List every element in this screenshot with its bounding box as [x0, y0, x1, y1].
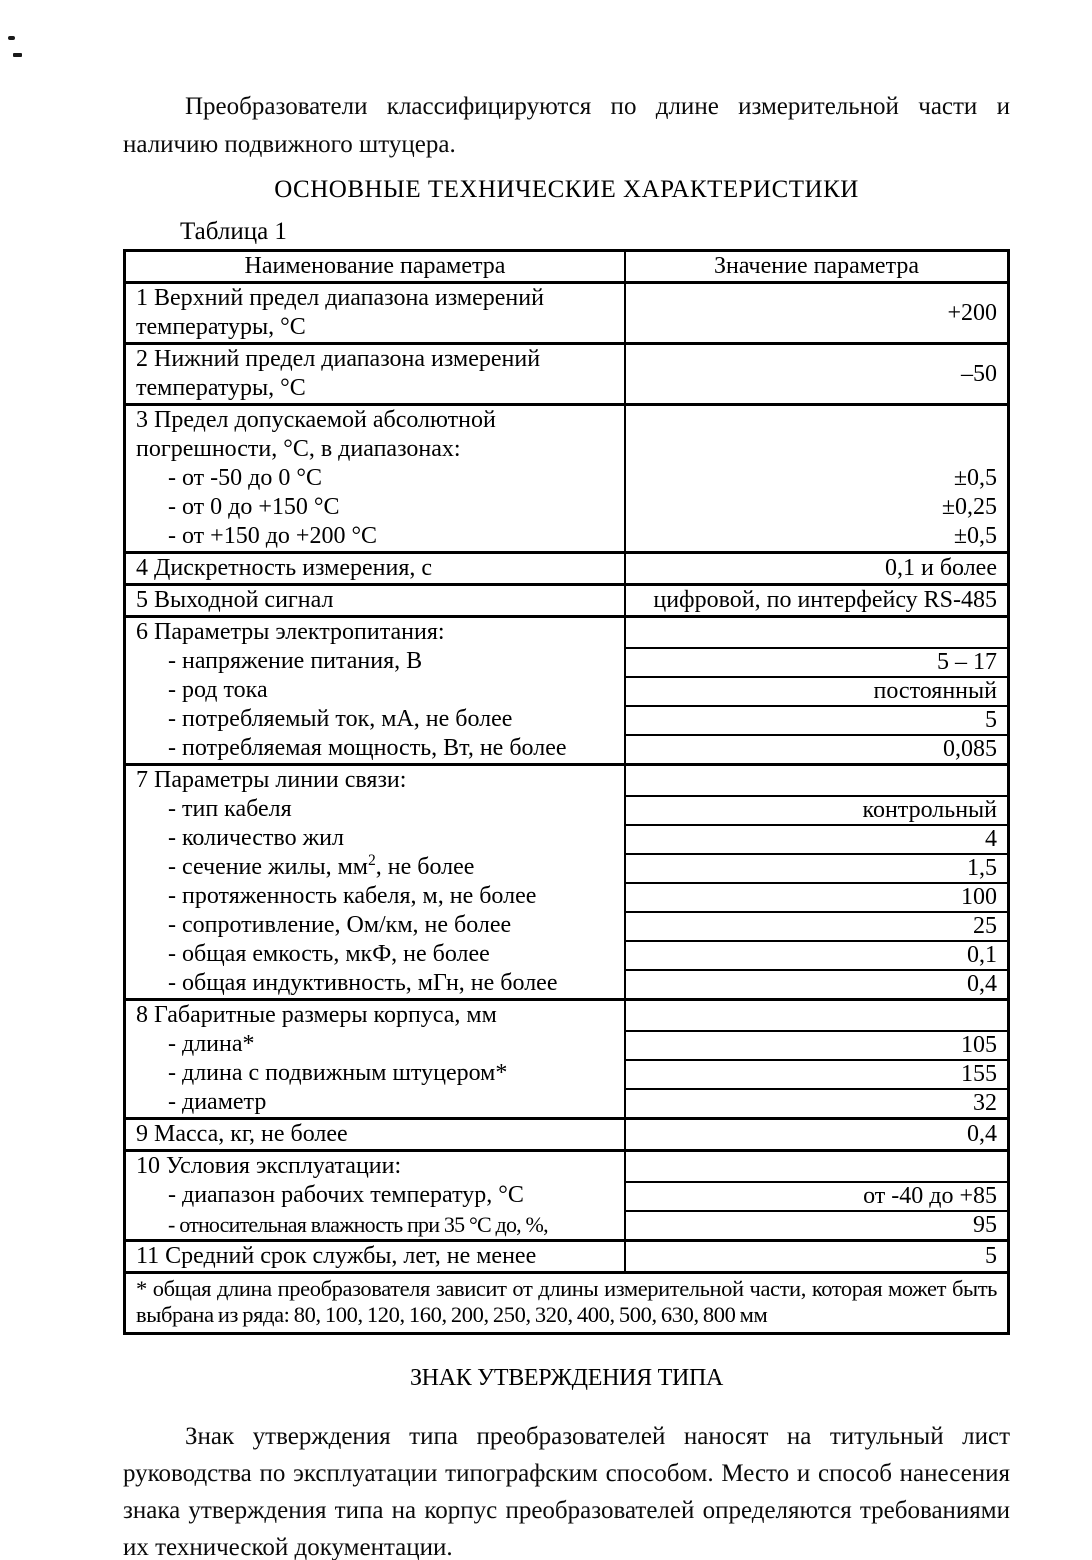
scan-speck [13, 53, 22, 57]
row-10-item-1-label: - относительная влажность при 35 °С до, %, [126, 1210, 626, 1239]
row-6-empty-cell [626, 618, 1007, 647]
row-4-label: 4 Дискретность измерения, с [126, 554, 626, 583]
row-6-item-0-value: 5 – 17 [626, 647, 1007, 676]
row-8-item-2-label: - диаметр [126, 1088, 626, 1117]
table-row-9 [126, 1117, 1007, 1149]
row-6-item-2-value: 5 [626, 705, 1007, 734]
table-row-4 [126, 551, 1007, 583]
row-8-item-2-value: 32 [626, 1088, 1007, 1117]
row-3-item-0-label: - от -50 до 0 °С [168, 465, 322, 491]
row-2-label: 2 Нижний предел диапазона измерений температуры, °С [126, 345, 626, 403]
table-header-row [126, 252, 1007, 281]
row-3-item-1-label: - от 0 до +150 °С [168, 494, 340, 520]
row-8-item-0-value: 105 [626, 1030, 1007, 1059]
row-7-item-3-value: 100 [626, 882, 1007, 911]
table-row-7 [126, 763, 1007, 998]
row-3-label: 3 Предел допускаемой абсолютной погрешности, °С, в диапазонах: [136, 407, 496, 462]
row-7-label: 7 Параметры линии связи: [126, 766, 626, 795]
row-1-value: +200 [947, 299, 997, 326]
row-3-item-0-value: ±0,5 [953, 465, 997, 491]
row-7-item-6-label: - общая индуктивность, мГн, не более [126, 969, 626, 998]
table-footnote: * общая длина преобразователя зависит от длины измерительной части, которая может быть выбрана из ряда: 80, 100, 120, 160, 200, 250, 320, 400, 500, 630, 800 мм [126, 1271, 1007, 1332]
row-9-value: 0,4 [967, 1121, 997, 1147]
row-6-item-2-label: - потребляемый ток, мА, не более [126, 705, 626, 734]
row-7-item-0-value: контрольный [626, 795, 1007, 824]
table-row-8 [126, 998, 1007, 1117]
row-6-item-0-label: - напряжение питания, В [126, 647, 626, 676]
row-5-label: 5 Выходной сигнал [126, 586, 626, 615]
table-row-11 [126, 1239, 1007, 1271]
row-10-item-0-value: от -40 до +85 [626, 1181, 1007, 1210]
row-3-item-1-value: ±0,25 [941, 494, 997, 520]
row-7-item-1-value: 4 [626, 824, 1007, 853]
row-5-value: цифровой, по интерфейсу RS-485 [653, 587, 997, 613]
row-6-item-3-label: - потребляемая мощность, Вт, не более [126, 734, 626, 763]
row-6-item-3-value: 0,085 [626, 734, 1007, 763]
scan-speck [8, 36, 15, 40]
row-7-item-0-label: - тип кабеля [126, 795, 626, 824]
row-8-item-0-label: - длина* [126, 1030, 626, 1059]
row-4-value: 0,1 и более [884, 555, 997, 581]
row-3-label-cell [126, 406, 626, 551]
table-row-3 [126, 403, 1007, 551]
row-6-item-1-label: - род тока [126, 676, 626, 705]
row-3-item-2-value: ±0,5 [953, 523, 997, 549]
closing-paragraph: Знак утверждения типа преобразователей наносят на титульный лист руководства по эксплуатации типографским способом. Место и способ нанесения знака утверждения типа на корпус преобразователей определяются требованиями их технической документации. [123, 1423, 1010, 1560]
row-8-item-1-label: - длина с подвижным штуцером* [126, 1059, 626, 1088]
row-7-item-6-value: 0,4 [626, 969, 1007, 998]
row-8-label: 8 Габаритные размеры корпуса, мм [126, 1001, 626, 1030]
row-7-item-4-value: 25 [626, 911, 1007, 940]
characteristics-table [123, 249, 1010, 1335]
table-caption: Таблица 1 [180, 218, 287, 245]
row-7-item-2-label [126, 853, 626, 882]
col-header-parameter-value: Значение параметра [713, 253, 920, 279]
row-9-label: 9 Масса, кг, не более [126, 1120, 626, 1149]
row-7-item-5-label: - общая емкость, мкФ, не более [126, 940, 626, 969]
row-10-item-1-value: 95 [626, 1210, 1007, 1239]
table-row-1 [126, 281, 1007, 342]
row-7-item-2-label-sup: 2 [367, 852, 376, 869]
row-7-item-2-label-pre: - сечение жилы, мм [168, 854, 368, 880]
row-11-label: 11 Средний срок службы, лет, не менее [126, 1242, 626, 1271]
row-6-item-1-value: постоянный [626, 676, 1007, 705]
row-8-item-1-value: 155 [626, 1059, 1007, 1088]
row-10-empty-cell [626, 1152, 1007, 1181]
row-7-empty-cell [626, 766, 1007, 795]
row-3-value-cell [626, 406, 1007, 551]
type-approval-heading: ЗНАК УТВЕРЖДЕНИЯ ТИПА [409, 1365, 724, 1391]
intro-paragraph: Преобразователи классифицируются по длине измерительной части и наличию подвижного штуцера. [123, 93, 1010, 158]
row-1-label: 1 Верхний предел диапазона измерений температуры, °С [126, 284, 626, 342]
row-3-item-2-label: - от +150 до +200 °С [168, 523, 378, 549]
page-content [123, 0, 1010, 1560]
row-7-item-3-label: - протяженность кабеля, м, не более [126, 882, 626, 911]
row-7-item-2-label-post: , не более [375, 854, 475, 880]
row-10-item-0-label: - диапазон рабочих температур, °С [126, 1181, 626, 1210]
main-section-heading: ОСНОВНЫЕ ТЕХНИЧЕСКИЕ ХАРАКТЕРИСТИКИ [274, 176, 859, 203]
row-8-empty-cell [626, 1001, 1007, 1030]
col-header-parameter-name: Наименование параметра [126, 252, 626, 281]
table-row-6 [126, 615, 1007, 763]
table-row-5 [126, 583, 1007, 615]
table-row-10 [126, 1149, 1007, 1239]
row-7-item-1-label: - количество жил [126, 824, 626, 853]
row-10-label: 10 Условия эксплуатации: [126, 1152, 626, 1181]
row-7-item-2-value: 1,5 [626, 853, 1007, 882]
row-7-item-5-value: 0,1 [626, 940, 1007, 969]
table-row-2 [126, 342, 1007, 403]
row-7-item-4-label: - сопротивление, Ом/км, не более [126, 911, 626, 940]
row-6-label: 6 Параметры электропитания: [126, 618, 626, 647]
row-11-value: 5 [985, 1243, 997, 1269]
row-2-value: –50 [961, 360, 997, 387]
